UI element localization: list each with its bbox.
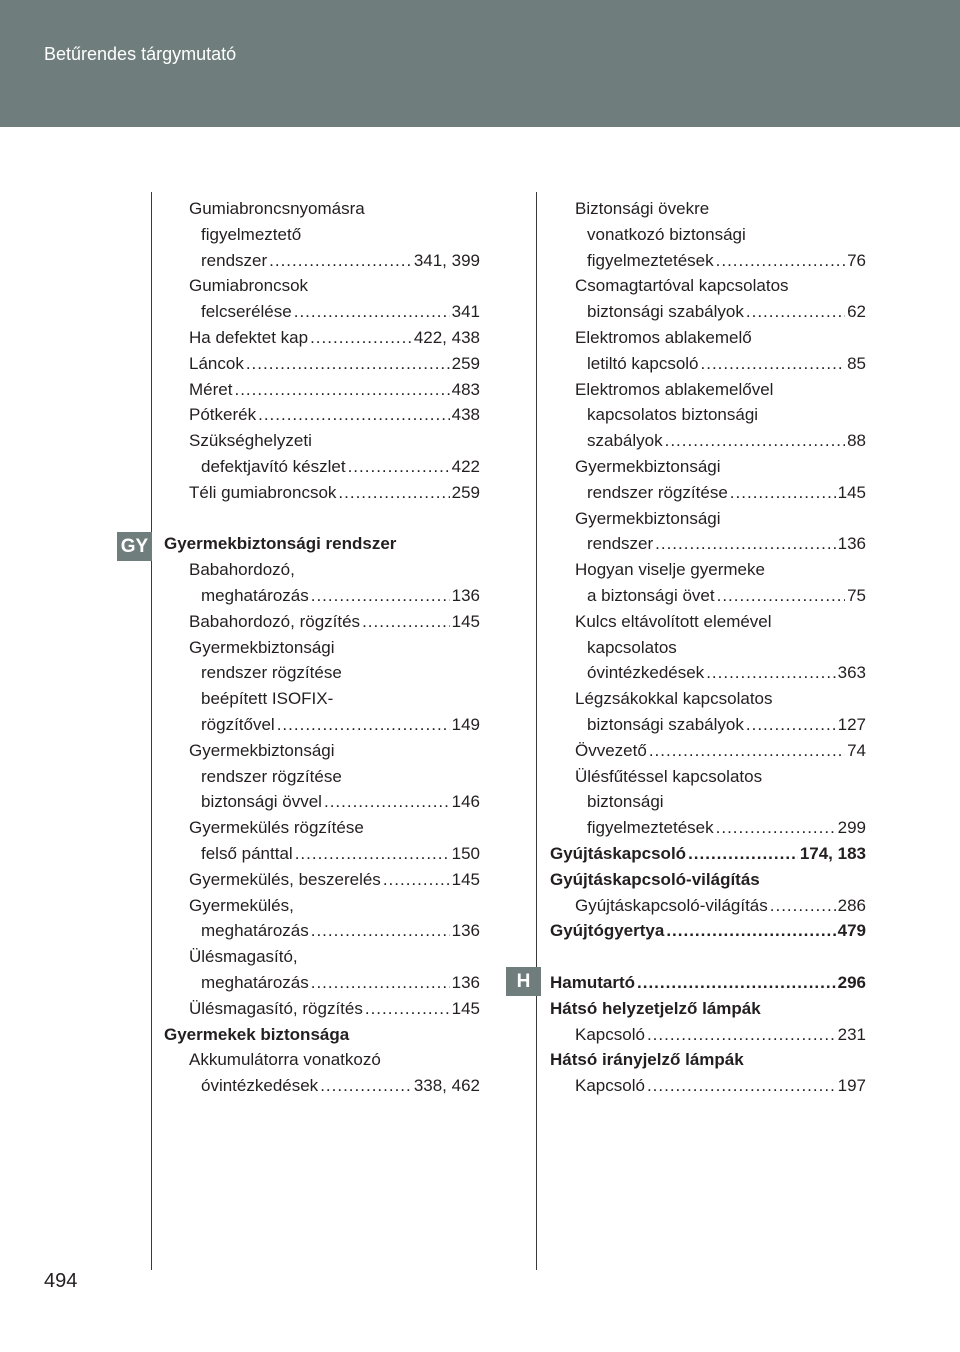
index-column-left bbox=[164, 196, 480, 1099]
entry-pages: 341, 399 bbox=[413, 250, 480, 270]
index-entry bbox=[550, 480, 866, 506]
index-entry bbox=[164, 325, 480, 351]
entry-pages: 341 bbox=[451, 302, 480, 322]
index-heading: Gyújtáskapcsoló-világítás bbox=[550, 869, 760, 889]
index-entry bbox=[164, 789, 480, 815]
index-entry bbox=[550, 428, 866, 454]
entry-pages: 286 bbox=[837, 895, 866, 915]
index-entry bbox=[164, 351, 480, 377]
column-divider-right bbox=[536, 192, 537, 1270]
dot-leader bbox=[294, 299, 450, 325]
index-entry: kapcsolatos biztonsági bbox=[587, 405, 759, 425]
index-entry: Gumiabroncsnyomásra bbox=[189, 199, 365, 218]
index-entry: kapcsolatos bbox=[587, 637, 677, 657]
entry-text: Méret bbox=[189, 379, 233, 399]
dot-leader bbox=[655, 531, 835, 557]
entry-pages: 145 bbox=[451, 998, 480, 1018]
index-entry: Biztonsági övekre bbox=[575, 199, 710, 218]
entry-text: meghatározás bbox=[201, 585, 309, 605]
index-entry: Gyermekbiztonsági bbox=[189, 637, 335, 657]
dot-leader bbox=[246, 351, 450, 377]
entry-text: Gyújtáskapcsoló-világítás bbox=[575, 895, 768, 915]
entry-pages: 62 bbox=[847, 302, 866, 322]
entry-text: letiltó kapcsoló bbox=[587, 353, 699, 373]
index-entry: biztonsági bbox=[587, 792, 664, 812]
dot-leader bbox=[348, 454, 450, 480]
entry-text: meghatározás bbox=[201, 921, 309, 941]
entry-pages: 145 bbox=[837, 482, 866, 502]
index-entry: Légzsákokkal kapcsolatos bbox=[575, 689, 773, 709]
dot-leader bbox=[647, 1073, 836, 1099]
dot-leader bbox=[320, 1073, 412, 1099]
dot-leader bbox=[310, 325, 412, 351]
entry-pages: 88 bbox=[847, 431, 866, 451]
entry-pages: 127 bbox=[837, 714, 866, 734]
index-entry bbox=[550, 893, 866, 919]
index-entry bbox=[164, 712, 480, 738]
entry-pages: 149 bbox=[451, 714, 480, 734]
dot-leader bbox=[770, 893, 836, 919]
entry-text: Láncok bbox=[189, 353, 244, 373]
index-entry bbox=[550, 712, 866, 738]
index-entry: Akkumulátorra vonatkozó bbox=[189, 1050, 381, 1070]
index-heading: Gyermekek biztonsága bbox=[164, 1024, 350, 1044]
index-entry: Hogyan viselje gyermeke bbox=[575, 560, 765, 580]
index-heading bbox=[550, 918, 866, 944]
index-entry bbox=[164, 970, 480, 996]
entry-text: Gyújtógyertya bbox=[550, 921, 665, 941]
entry-pages: 136 bbox=[451, 585, 480, 605]
index-column-right bbox=[550, 196, 866, 1099]
entry-pages: 136 bbox=[837, 534, 866, 554]
entry-pages: 296 bbox=[837, 972, 866, 992]
index-entry bbox=[164, 609, 480, 635]
entry-text: biztonsági szabályok bbox=[587, 714, 744, 734]
index-entry bbox=[164, 1073, 480, 1099]
dot-leader bbox=[717, 583, 845, 609]
index-heading: Hátsó helyzetjelző lámpák bbox=[550, 998, 761, 1018]
entry-pages: 259 bbox=[451, 482, 480, 502]
dot-leader bbox=[746, 712, 836, 738]
index-entry: Gyermekbiztonsági bbox=[189, 740, 335, 760]
dot-leader bbox=[688, 841, 798, 867]
index-entry: Ülésmagasító, bbox=[189, 947, 298, 967]
entry-pages: 422 bbox=[451, 456, 480, 476]
entry-text: Kapcsoló bbox=[575, 1076, 645, 1096]
entry-text: a biztonsági övet bbox=[587, 585, 715, 605]
index-entry bbox=[550, 351, 866, 377]
index-entry: rendszer rögzítése bbox=[201, 663, 342, 683]
index-heading: Gyermekbiztonsági rendszer bbox=[164, 534, 397, 554]
dot-leader bbox=[701, 351, 846, 377]
dot-leader bbox=[647, 1022, 836, 1048]
entry-text: óvintézkedések bbox=[201, 1076, 319, 1096]
entry-pages: 145 bbox=[451, 611, 480, 631]
entry-text: Kapcsoló bbox=[575, 1024, 645, 1044]
index-entry bbox=[164, 996, 480, 1022]
entry-text: Babahordozó, rögzítés bbox=[189, 611, 361, 631]
entry-text: Téli gumiabroncsok bbox=[189, 482, 337, 502]
index-entry: Gyermekülés, bbox=[189, 895, 294, 915]
index-entry: Gumiabroncsok bbox=[189, 276, 309, 296]
index-entry: Babahordozó, bbox=[189, 560, 295, 580]
dot-leader bbox=[716, 248, 845, 274]
entry-pages: 136 bbox=[451, 972, 480, 992]
dot-leader bbox=[637, 970, 836, 996]
dot-leader bbox=[365, 996, 450, 1022]
section-gap bbox=[550, 944, 866, 970]
dot-leader bbox=[649, 738, 845, 764]
index-entry: Elektromos ablakemelővel bbox=[575, 379, 774, 399]
entry-pages: 136 bbox=[451, 921, 480, 941]
entry-pages: 85 bbox=[847, 353, 866, 373]
entry-pages: 363 bbox=[837, 663, 866, 683]
entry-pages: 259 bbox=[451, 353, 480, 373]
entry-text: Gyermekülés, beszerelés bbox=[189, 869, 381, 889]
entry-text: rendszer rögzítése bbox=[587, 482, 728, 502]
index-entry bbox=[164, 377, 480, 403]
entry-text: szabályok bbox=[587, 431, 663, 451]
index-entry bbox=[164, 402, 480, 428]
dot-leader bbox=[234, 377, 449, 403]
entry-text: Ülésmagasító, rögzítés bbox=[189, 998, 363, 1018]
entry-text: Ha defektet kap bbox=[189, 327, 309, 347]
index-entry: figyelmeztető bbox=[201, 224, 302, 244]
entry-text: Gyújtáskapcsoló bbox=[550, 843, 687, 863]
index-entry bbox=[164, 454, 480, 480]
entry-pages: 174, 183 bbox=[799, 843, 866, 863]
entry-pages: 483 bbox=[451, 379, 480, 399]
entry-pages: 146 bbox=[451, 792, 480, 812]
index-entry: Elektromos ablakemelő bbox=[575, 327, 752, 347]
entry-pages: 438 bbox=[451, 405, 480, 425]
dot-leader bbox=[311, 970, 450, 996]
index-entry bbox=[164, 299, 480, 325]
dot-leader bbox=[258, 402, 450, 428]
entry-text: figyelmeztetések bbox=[587, 818, 714, 838]
index-entry: Gyermekbiztonsági bbox=[575, 456, 721, 476]
index-entry bbox=[550, 583, 866, 609]
entry-text: Övvezető bbox=[575, 740, 647, 760]
index-entry: rendszer rögzítése bbox=[201, 766, 342, 786]
dot-leader bbox=[338, 480, 449, 506]
entry-pages: 145 bbox=[451, 869, 480, 889]
entry-text: meghatározás bbox=[201, 972, 309, 992]
dot-leader bbox=[716, 815, 836, 841]
entry-text: biztonsági övvel bbox=[201, 792, 322, 812]
index-entry: Csomagtartóval kapcsolatos bbox=[575, 276, 789, 296]
index-entry bbox=[550, 738, 866, 764]
index-entry bbox=[550, 1022, 866, 1048]
entry-text: Pótkerék bbox=[189, 405, 257, 425]
index-entry bbox=[550, 299, 866, 325]
dot-leader bbox=[665, 428, 845, 454]
entry-pages: 74 bbox=[847, 740, 866, 760]
dot-leader bbox=[277, 712, 450, 738]
entry-pages: 338, 462 bbox=[413, 1076, 480, 1096]
index-heading: Hátsó irányjelző lámpák bbox=[550, 1050, 744, 1070]
entry-text: rögzítővel bbox=[201, 714, 275, 734]
dot-leader bbox=[706, 660, 835, 686]
index-entry bbox=[164, 867, 480, 893]
dot-leader bbox=[324, 789, 450, 815]
dot-leader bbox=[730, 480, 836, 506]
index-entry: beépített ISOFIX- bbox=[201, 689, 334, 709]
index-entry bbox=[550, 248, 866, 274]
index-entry: vonatkozó biztonsági bbox=[587, 224, 746, 244]
entry-pages: 479 bbox=[837, 921, 866, 941]
section-gap bbox=[164, 506, 480, 532]
entry-text: defektjavító készlet bbox=[201, 456, 346, 476]
dot-leader bbox=[269, 248, 412, 274]
entry-pages: 75 bbox=[847, 585, 866, 605]
entry-text: felső pánttal bbox=[201, 843, 293, 863]
index-entry bbox=[164, 918, 480, 944]
entry-text: Hamutartó bbox=[550, 972, 636, 992]
column-divider-left bbox=[151, 192, 152, 1270]
entry-text: rendszer bbox=[201, 250, 268, 270]
page-header bbox=[0, 0, 960, 127]
index-entry bbox=[550, 815, 866, 841]
index-heading bbox=[550, 970, 866, 996]
dot-leader bbox=[311, 918, 450, 944]
dot-leader bbox=[362, 609, 450, 635]
index-entry: Kulcs eltávolított elemével bbox=[575, 611, 772, 631]
index-entry bbox=[164, 841, 480, 867]
entry-pages: 76 bbox=[847, 250, 866, 270]
dot-leader bbox=[295, 841, 450, 867]
entry-pages: 150 bbox=[451, 843, 480, 863]
entry-pages: 422, 438 bbox=[413, 327, 480, 347]
section-tab-gy: GY bbox=[117, 532, 152, 561]
header-title: Betűrendes tárgymutató bbox=[44, 44, 237, 64]
entry-pages: 197 bbox=[837, 1076, 866, 1096]
index-entry: Szükséghelyzeti bbox=[189, 431, 312, 451]
entry-text: rendszer bbox=[587, 534, 654, 554]
section-tab-h: H bbox=[506, 967, 541, 996]
index-entry bbox=[550, 1073, 866, 1099]
index-entry bbox=[164, 480, 480, 506]
dot-leader bbox=[746, 299, 845, 325]
entry-text: figyelmeztetések bbox=[587, 250, 714, 270]
dot-leader bbox=[383, 867, 450, 893]
entry-text: felcserélése bbox=[201, 302, 292, 322]
index-heading bbox=[550, 841, 866, 867]
index-entry bbox=[164, 248, 480, 274]
page-number: 494 bbox=[44, 1270, 78, 1292]
dot-leader bbox=[311, 583, 450, 609]
index-entry bbox=[550, 531, 866, 557]
index-entry: Gyermekbiztonsági bbox=[575, 508, 721, 528]
dot-leader bbox=[666, 918, 835, 944]
index-entry bbox=[164, 583, 480, 609]
index-entry: Gyermekülés rögzítése bbox=[189, 818, 364, 838]
entry-pages: 231 bbox=[837, 1024, 866, 1044]
entry-text: óvintézkedések bbox=[587, 663, 705, 683]
index-entry: Ülésfűtéssel kapcsolatos bbox=[575, 766, 763, 786]
entry-pages: 299 bbox=[837, 818, 866, 838]
index-entry bbox=[550, 660, 866, 686]
entry-text: biztonsági szabályok bbox=[587, 302, 744, 322]
